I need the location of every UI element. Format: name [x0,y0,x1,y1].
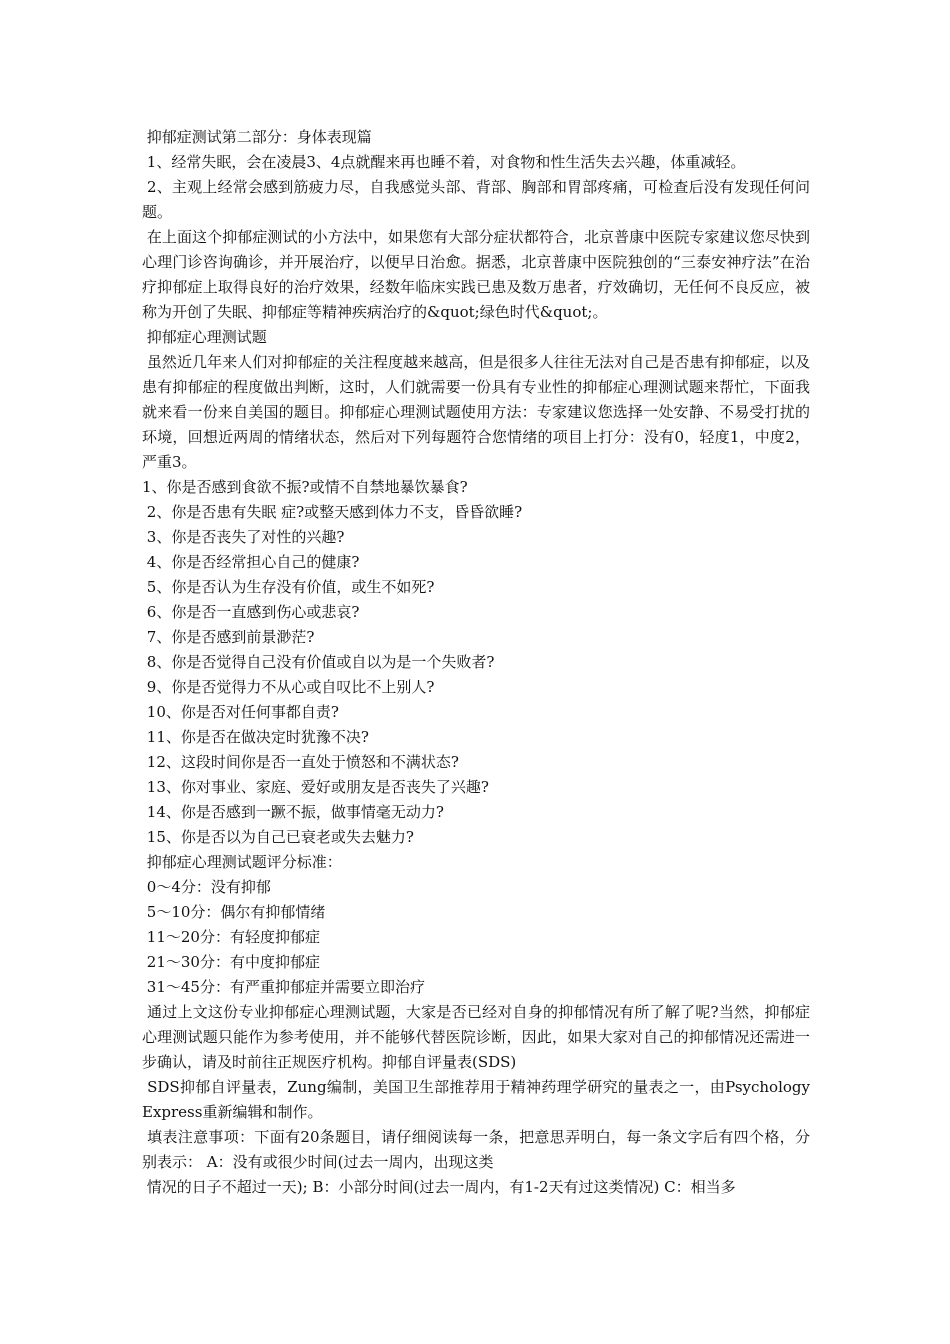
section-heading-body-symptoms: 抑郁症测试第二部分：身体表现篇 [142,128,372,146]
question-item: 15、你是否以为自己已衰老或失去魅力? [142,828,414,846]
paragraph: 在上面这个抑郁症测试的小方法中，如果您有大部分症状都符合，北京普康中医院专家建议您尽快到心理门诊咨询确诊，并开展治疗，以便早日治愈。据悉，北京普康中医院独创的“三泰安神疗法”在治疗抑郁症上取得良好的治疗效果，经数年临床实践已患及数万患者，疗效确切，无任何不良反应，被称为开创了失眠、抑郁症等精神疾病治疗的&quot;绿色时代&quot;。 [142,228,810,321]
section-heading-scoring: 抑郁症心理测试题评分标准： [142,853,342,871]
document-page [142,125,815,1200]
scoring-item: 11～20分：有轻度抑郁症 [142,928,320,946]
question-item: 14、你是否感到一蹶不振，做事情毫无动力? [142,803,444,821]
question-item: 9、你是否觉得力不从心或自叹比不上别人? [142,678,435,696]
question-item: 4、你是否经常担心自己的健康? [142,553,360,571]
scoring-item: 0～4分：没有抑郁 [142,878,271,896]
paragraph: SDS抑郁自评量表，Zung编制，美国卫生部推荐用于精神药理学研究的量表之一，由Psychology Express重新编辑和制作。 [142,1078,815,1121]
question-item: 3、你是否丧失了对性的兴趣? [142,528,345,546]
question-item: 12、这段时间你是否一直处于愤怒和不满状态? [142,753,459,771]
question-item: 6、你是否一直感到伤心或悲哀? [142,603,360,621]
scoring-item: 31～45分：有严重抑郁症并需要立即治疗 [142,978,425,996]
question-item: 1、你是否感到食欲不振?或情不自禁地暴饮暴食? [142,478,468,496]
question-item: 13、你对事业、家庭、爱好或朋友是否丧失了兴趣? [142,778,489,796]
body-symptom-item: 1、经常失眠，会在凌晨3、4点就醒来再也睡不着，对食物和性生活失去兴趣，体重减轻。 [142,153,746,171]
section-heading-test: 抑郁症心理测试题 [142,328,267,346]
question-item: 10、你是否对任何事都自责? [142,703,339,721]
body-symptom-item: 2、主观上经常会感到筋疲力尽，自我感觉头部、背部、胸部和胃部疼痛，可检查后没有发现任何问题。 [142,178,810,221]
question-item: 8、你是否觉得自己没有价值或自以为是一个失败者? [142,653,495,671]
scoring-item: 21～30分：有中度抑郁症 [142,953,320,971]
question-item: 5、你是否认为生存没有价值，或生不如死? [142,578,435,596]
scoring-item: 5～10分：偶尔有抑郁情绪 [142,903,326,921]
paragraph: 通过上文这份专业抑郁症心理测试题，大家是否已经对自身的抑郁情况有所了解了呢?当然，抑郁症心理测试题只能作为参考使用，并不能够代替医院诊断，因此，如果大家对自己的抑郁情况还需进一步确认，请及时前往正规医疗机构。抑郁自评量表(SDS) [142,1003,810,1071]
paragraph: 虽然近几年来人们对抑郁症的关注程度越来越高，但是很多人往往无法对自己是否患有抑郁症，以及患有抑郁症的程度做出判断，这时，人们就需要一份具有专业性的抑郁症心理测试题来帮忙，下面我就来看一份来自美国的题目。抑郁症心理测试题使用方法：专家建议您选择一处安静、不易受打扰的环境，回想近两周的情绪状态，然后对下列每题符合您情绪的项目上打分：没有0，轻度1，中度2，严重3。 [142,353,810,471]
paragraph: 填表注意事项：下面有20条题目，请仔细阅读每一条，把意思弄明白，每一条文字后有四个格，分别表示： A：没有或很少时间(过去一周内，出现这类 [142,1128,810,1171]
question-item: 2、你是否患有失眠 症?或整天感到体力不支，昏昏欲睡? [142,503,523,521]
question-item: 7、你是否感到前景渺茫? [142,628,315,646]
paragraph: 情况的日子不超过一天); B：小部分时间(过去一周内，有1-2天有过这类情况) C：相当多 [142,1178,736,1196]
question-item: 11、你是否在做决定时犹豫不决? [142,728,369,746]
